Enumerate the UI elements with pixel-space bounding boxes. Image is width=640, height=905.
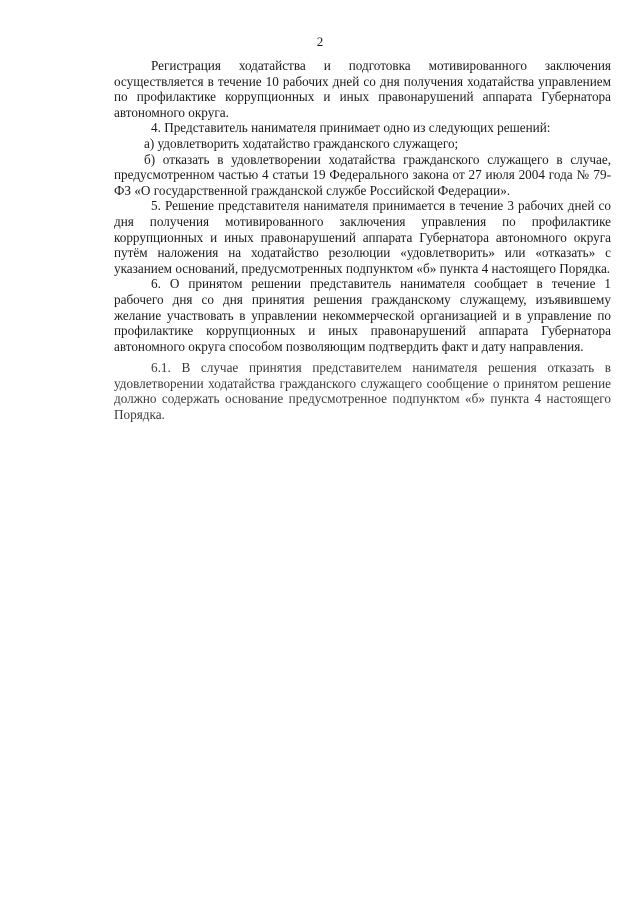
page-number: 2 [316,34,324,49]
paragraph-registration: Регистрация ходатайства и подготовка мотивированного заключения осуществляется в течение 10 рабочих дней со дня получения ходатайства управлением по профилактике коррупционных и иных правонарушений аппарата Губернатора автономного округа. [114,58,611,120]
paragraph-4: 4. Представитель нанимателя принимает одно из следующих решений: [151,120,551,136]
paragraph-5: 5. Решение представителя нанимателя принимается в течение 3 рабочих дней со дня получения мотивированного заключения управления по профилактике коррупционных и иных правонарушений аппарата Губернатора автономного округа путём наложения на ходатайство резолюции «удовлетворить» или «отказать» с указанием оснований, предусмотренных подпунктом «б» пункта 4 настоящего Порядка. [114,198,611,276]
paragraph-4b: б) отказать в удовлетворении ходатайства гражданского служащего в случае, предусмотренном частью 4 статьи 19 Федерального закона от 27 июля 2004 года № 79-ФЗ «О государственной гражданской службе Российской Федерации». [114,151,611,198]
paragraph-6-1: 6.1. В случае принятия представителем нанимателя решения отказать в удовлетворении ходатайства гражданского служащего сообщение о принятом решение должно содержать основание предусмотренное подпунктом «б» пункта 4 настоящего Порядка. [114,360,611,423]
paragraph-6: 6. О принятом решении представитель нанимателя сообщает в течение 1 рабочего дня со дня принятия решения гражданскому служащему, изъявившему желание участвовать в управлении некоммерческой организацией и в управление по профилактике коррупционных и иных правонарушений аппарата Губернатора автономного округа способом позволяющим подтвердить факт и дату направления. [114,276,611,354]
document-body [114,58,611,423]
paragraph-4a: а) удовлетворить ходатайство гражданского служащего; [144,135,459,151]
